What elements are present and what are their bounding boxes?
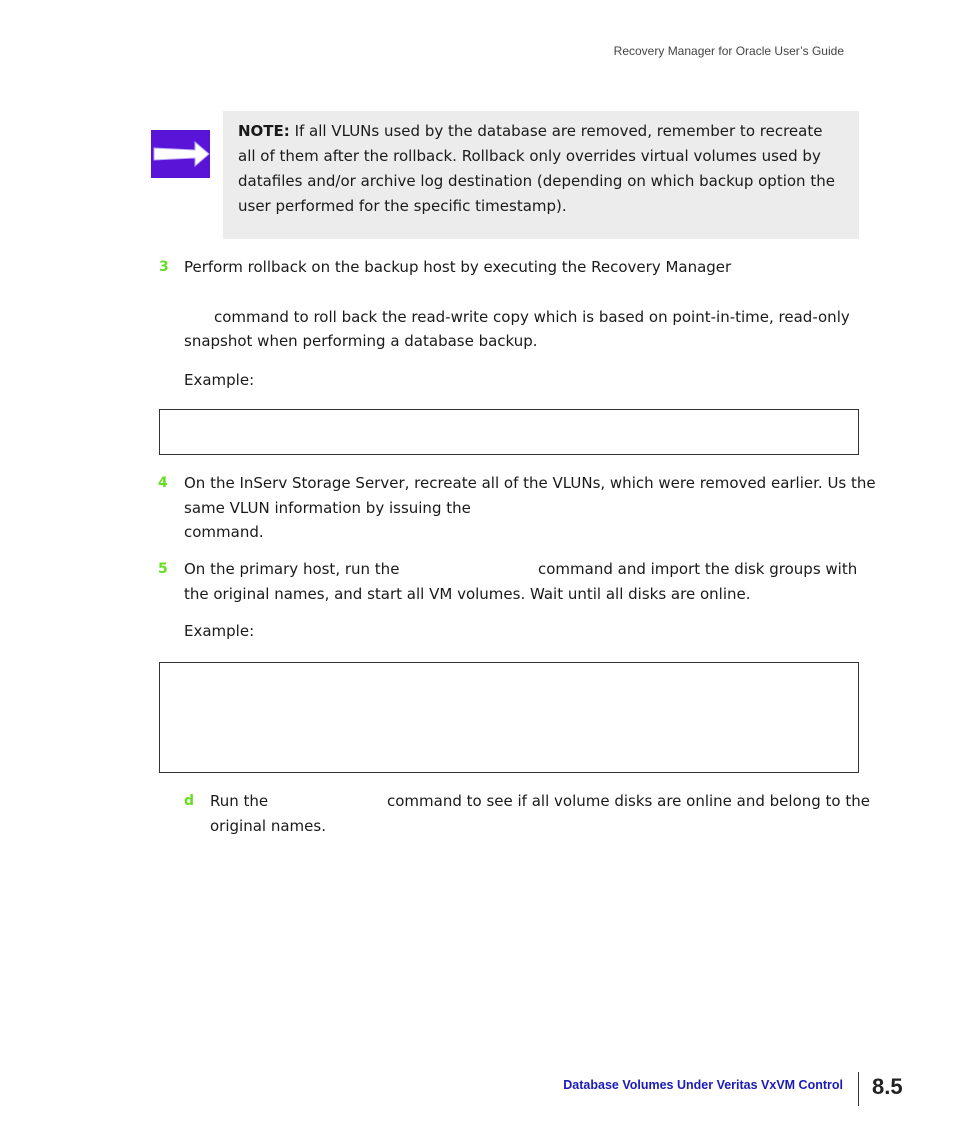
footer-section-number: 8.5 [872, 1074, 903, 1099]
note-arrow-icon [151, 130, 210, 178]
step-3-line-2: command to roll back the read-write copy which is based on point-in-time, read-only [214, 308, 850, 326]
footer-section-title: Database Volumes Under Veritas VxVM Control [563, 1078, 843, 1092]
substep-d-line-2: original names. [210, 817, 326, 835]
example-label: Example: [184, 622, 255, 640]
substep-letter: d [184, 793, 195, 809]
step-number: 4 [158, 475, 168, 491]
step-5-line-1b: command and import the disk groups with [538, 560, 858, 578]
step-3-line-1: Perform rollback on the backup host by executing the Recovery Manager [184, 258, 732, 276]
step-number: 5 [158, 561, 168, 577]
note-body: If all VLUNs used by the database are removed, remember to recreate all of them after the rollback. Rollback only overrides virtual volumes used by datafiles and/or archive log destination (depending on which backup option the user performed for the specific timestamp). [238, 122, 835, 215]
step-5-line-2: the original names, and start all VM volumes. Wait until all disks are online. [184, 585, 751, 603]
step-5-line-1a: On the primary host, run the [184, 560, 400, 578]
footer-divider [858, 1072, 859, 1106]
note-text [238, 119, 838, 219]
step-4-line-3: command. [184, 523, 264, 541]
step-4-line-2: same VLUN information by issuing the [184, 499, 471, 517]
running-header: Recovery Manager for Oracle User’s Guide [613, 44, 844, 58]
substep-d-line-1b: command to see if all volume disks are online and belong to the [387, 792, 870, 810]
substep-d-line-1a: Run the [210, 792, 269, 810]
code-example-box [159, 409, 859, 455]
step-number: 3 [159, 259, 169, 275]
step-3-line-3: snapshot when performing a database backup. [184, 332, 538, 350]
note-label: NOTE: [238, 122, 290, 140]
step-4-line-1: On the InServ Storage Server, recreate all of the VLUNs, which were removed earlier. Us the [184, 474, 876, 492]
code-example-box [159, 662, 859, 773]
example-label: Example: [184, 371, 255, 389]
